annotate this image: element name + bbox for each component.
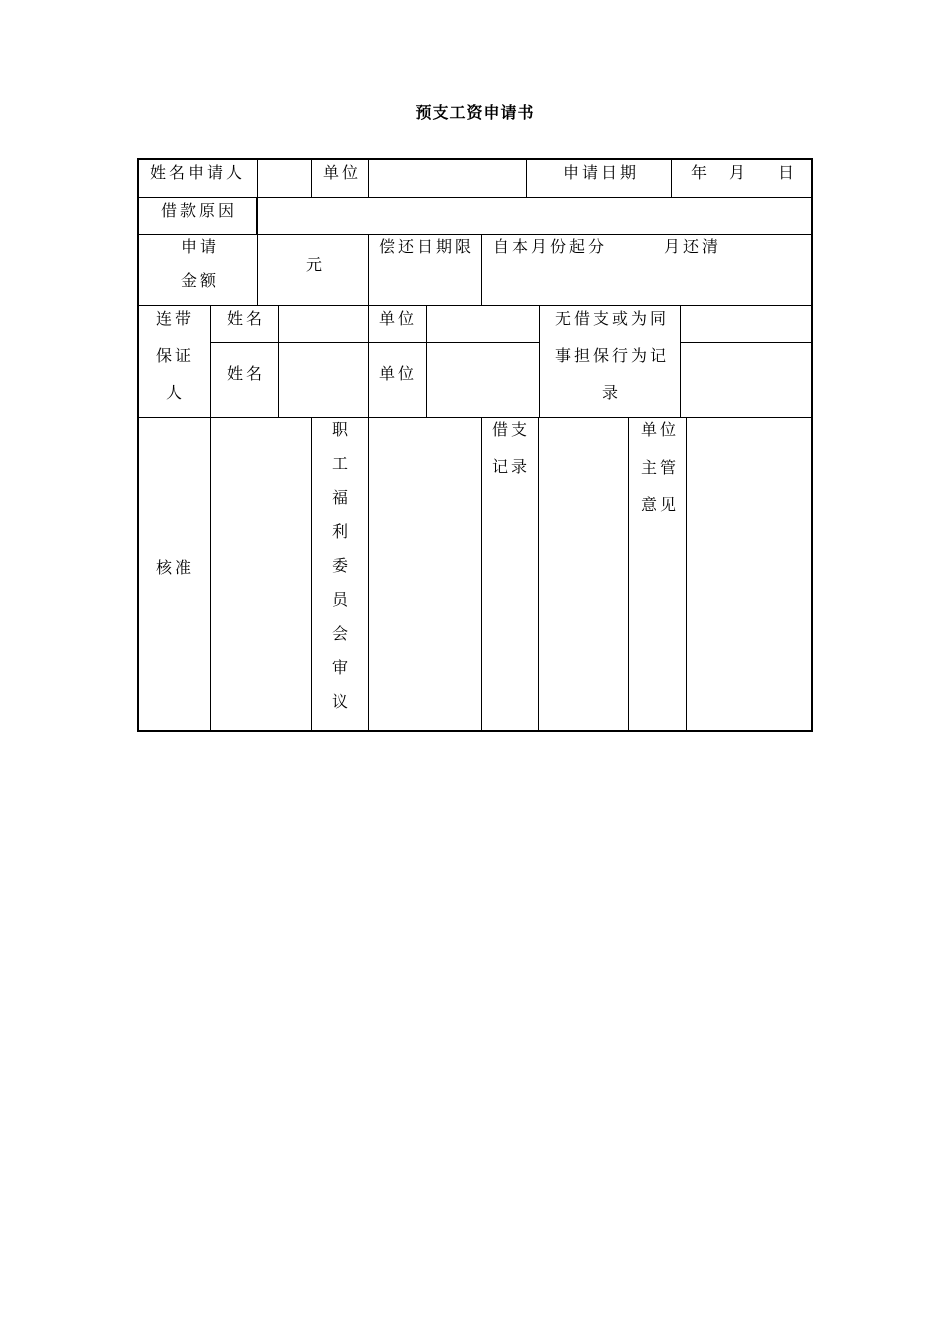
col-divider xyxy=(311,417,312,730)
approval-label: 核准 xyxy=(156,558,195,577)
date-day-label[interactable]: 日 xyxy=(778,163,795,182)
col-divider xyxy=(526,158,527,197)
row-divider xyxy=(137,417,813,418)
loan-record-label-line2: 记录 xyxy=(492,457,531,476)
col-divider xyxy=(671,158,672,197)
col-divider xyxy=(311,158,312,197)
col-divider xyxy=(481,234,482,305)
col-divider xyxy=(257,234,258,305)
border-right xyxy=(811,158,813,732)
supervisor-opinion-line3: 意见 xyxy=(641,495,680,514)
col-divider xyxy=(368,417,369,730)
applicant-name-label: 姓名申请人 xyxy=(150,163,246,182)
row-divider xyxy=(210,342,540,343)
loan-reason-field[interactable] xyxy=(258,198,811,234)
unit-label: 单位 xyxy=(323,163,362,182)
col-divider xyxy=(538,417,539,730)
repay-end-text: 月还清 xyxy=(664,237,722,256)
date-month-label[interactable]: 月 xyxy=(729,163,746,182)
welfare-char: 福 xyxy=(331,488,348,507)
col-divider xyxy=(539,305,540,417)
col-divider xyxy=(686,417,687,730)
row-divider xyxy=(137,305,813,306)
loan-record-label-line1: 借支 xyxy=(492,420,531,439)
guarantor-record-line1: 无借支或为同 xyxy=(555,309,670,328)
guarantor-label-line1: 连带 xyxy=(156,309,195,328)
loan-reason-label: 借款原因 xyxy=(161,201,238,220)
date-year-label[interactable]: 年 xyxy=(691,163,708,182)
border-left xyxy=(137,158,139,732)
guarantor-name-label-2: 姓名 xyxy=(227,364,266,383)
guarantor-name-label-1: 姓名 xyxy=(227,309,266,328)
guarantor-label-line3: 人 xyxy=(166,383,183,402)
repay-from-text: 自本月份起分 xyxy=(493,237,608,256)
row-divider xyxy=(137,234,813,235)
col-divider xyxy=(481,417,482,730)
amount-label-line1: 申请 xyxy=(181,237,220,256)
col-divider xyxy=(368,305,369,417)
welfare-char: 会 xyxy=(331,624,348,643)
welfare-char: 员 xyxy=(331,590,348,609)
col-divider xyxy=(680,305,681,417)
welfare-committee-label xyxy=(325,413,355,719)
amount-currency[interactable]: 元 xyxy=(306,255,323,274)
col-divider xyxy=(210,417,211,730)
guarantor-record-line2: 事担保行为记 xyxy=(555,346,670,365)
guarantor-unit-label-2: 单位 xyxy=(379,364,418,383)
repay-deadline-label: 偿还日期限 xyxy=(379,237,475,256)
guarantor-label-line2: 保证 xyxy=(156,346,195,365)
amount-label-line2: 金额 xyxy=(181,271,220,290)
col-divider xyxy=(628,417,629,730)
supervisor-opinion-line1: 单位 xyxy=(641,420,680,439)
guarantor-unit-label-1: 单位 xyxy=(379,309,418,328)
welfare-char: 审 xyxy=(331,658,348,677)
welfare-char: 职 xyxy=(331,420,348,439)
col-divider xyxy=(278,305,279,417)
col-divider xyxy=(368,234,369,305)
guarantor-record-line3: 录 xyxy=(602,383,619,402)
unit-field[interactable] xyxy=(369,159,526,197)
welfare-char: 工 xyxy=(331,454,348,473)
supervisor-opinion-line2: 主管 xyxy=(641,458,680,477)
col-divider xyxy=(210,305,211,417)
welfare-char: 利 xyxy=(331,522,348,541)
application-date-label: 申请日期 xyxy=(563,163,640,182)
row-divider xyxy=(680,342,813,343)
applicant-name-field[interactable] xyxy=(258,159,311,197)
col-divider xyxy=(426,305,427,417)
welfare-char: 议 xyxy=(331,692,348,711)
border-bottom xyxy=(137,730,813,732)
form-title: 预支工资申请书 xyxy=(415,103,535,122)
welfare-char: 委 xyxy=(331,556,348,575)
